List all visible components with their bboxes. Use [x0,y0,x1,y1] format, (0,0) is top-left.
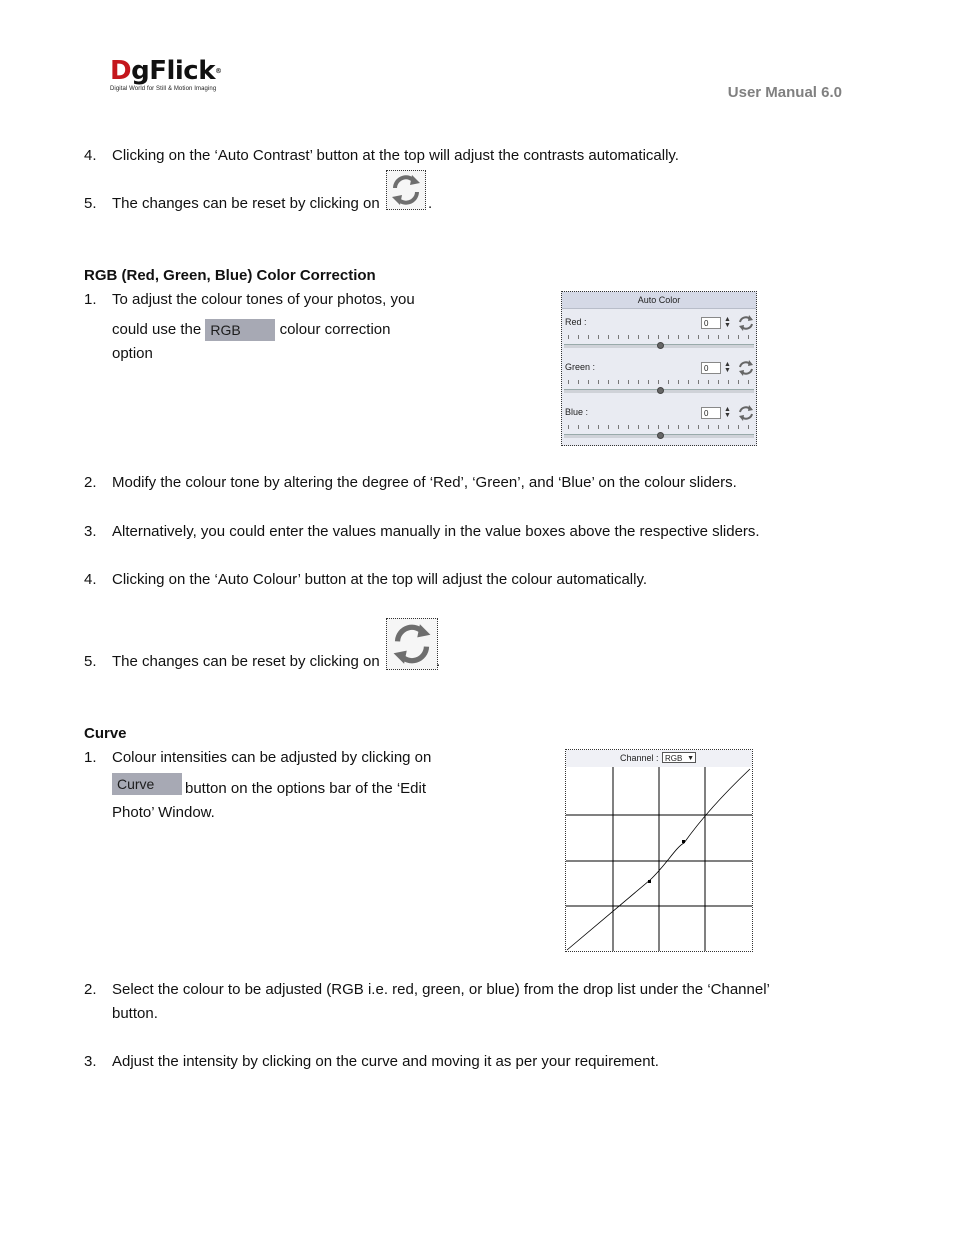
list-number: 1. [84,749,97,766]
period: . [436,653,441,670]
spinner-icon: ▲ ▼ [724,361,731,374]
red-value-box: 0 [701,317,721,329]
list-number: 4. [84,571,97,588]
list-number: 5. [84,195,97,212]
curve-point [682,840,685,843]
green-label: Green : [565,362,596,372]
list-item-text: Alternatively, you could enter the values manually in the value boxes above the respective sliders. [112,523,760,540]
reset-icon [386,618,438,670]
slider-ticks [568,380,750,384]
list-number: 2. [84,474,97,491]
logo-d: D [110,56,132,86]
list-number: 3. [84,523,97,540]
red-slider-row [562,309,756,353]
red-label: Red : [565,317,587,327]
blue-slider-row [562,399,756,443]
list-item-text: Photo’ Window. [112,804,215,821]
channel-bar [566,750,752,767]
list-item-text: option [112,345,153,362]
list-item-text: The changes can be reset by clicking on [112,195,380,212]
list-item-text: button on the options bar of the ‘Edit [185,780,427,797]
list-item-text: The changes can be reset by clicking on [112,653,380,670]
text-fragment: colour correction [279,321,391,338]
reset-icon [737,314,755,332]
list-item-text: Colour intensities can be adjusted by clicking on [112,749,432,766]
list-item-text: To adjust the colour tones of your photos, you [112,291,415,308]
curve-button-image: Curve [112,773,182,795]
rgb-panel-screenshot [561,291,757,446]
logo-tagline: Digital World for Still & Motion Imaging [110,86,217,92]
list-item-text [112,318,390,342]
spinner-icon: ▲ ▼ [724,406,731,419]
section-heading-curve: Curve [84,725,127,742]
blue-value-box: 0 [701,407,721,419]
list-item-text: Modify the colour tone by altering the degree of ‘Red’, ‘Green’, and ‘Blue’ on the colour sliders. [112,474,737,491]
curve-panel-screenshot [565,749,753,952]
logo-registered: ® [215,67,222,75]
list-item-text: button. [112,1005,158,1022]
rgb-button-image: RGB [205,319,275,341]
text-fragment: could use the [112,321,202,338]
period: . [428,195,433,212]
red-slider-knob [657,342,664,349]
curve-point [648,880,651,883]
reset-icon [737,359,755,377]
green-slider-row [562,354,756,398]
list-number: 5. [84,653,97,670]
list-number: 2. [84,981,97,998]
list-item-text: Adjust the intensity by clicking on the curve and moving it as per your requirement. [112,1053,659,1070]
logo-wordmark [110,56,240,86]
list-item-text: Clicking on the ‘Auto Colour’ button at the top will adjust the colour automatically. [112,571,648,588]
blue-label: Blue : [565,407,589,417]
manual-version: User Manual 6.0 [727,84,842,101]
reset-icon [737,404,755,422]
list-number: 3. [84,1053,97,1070]
section-heading-rgb: RGB (Red, Green, Blue) Color Correction [84,267,376,284]
curve-graph [566,767,752,951]
list-number: 1. [84,291,97,308]
logo-rest: gFlick [131,56,215,86]
channel-select [662,752,696,763]
dgflick-logo [110,56,240,106]
auto-color-button: Auto Color [562,292,756,309]
green-slider-knob [657,387,664,394]
slider-ticks [568,425,750,429]
list-number: 4. [84,147,97,164]
blue-slider-knob [657,432,664,439]
chevron-down-icon: ▼ [687,755,694,762]
channel-select-value: RGB [665,754,683,763]
list-item-text: Select the colour to be adjusted (RGB i.e. red, green, or blue) from the drop list under the ‘Channel’ [112,981,770,998]
reset-icon [386,170,426,210]
spinner-icon: ▲ ▼ [724,316,731,329]
green-value-box: 0 [701,362,721,374]
channel-label: Channel : [620,753,659,763]
slider-ticks [568,335,750,339]
list-item-text: Clicking on the ‘Auto Contrast’ button at the top will adjust the contrasts automatically. [112,147,679,164]
